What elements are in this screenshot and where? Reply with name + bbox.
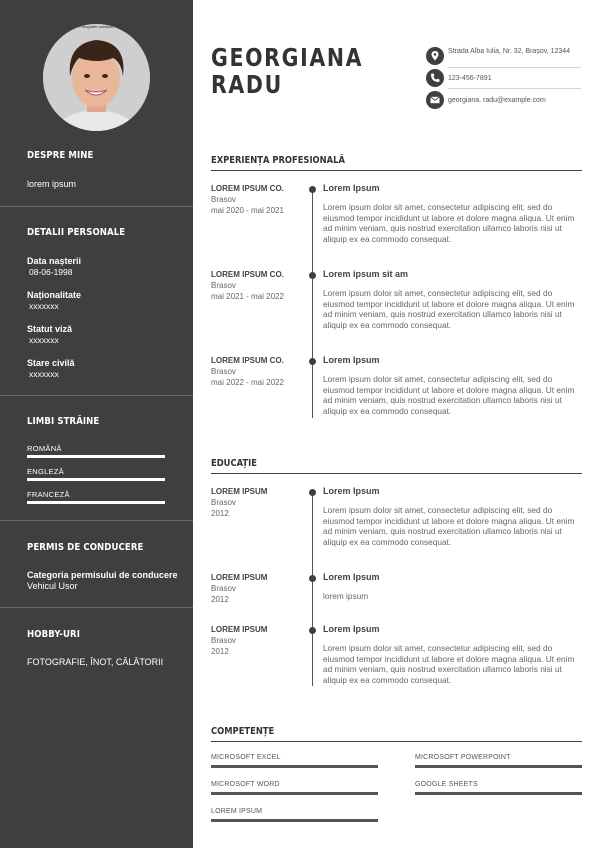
portrait-image [43, 24, 150, 131]
entry-description: Lorem ipsum dolor sit amet, consectetur adipiscing elit, sed do eiusmod tempor incididunt ut labore et dolore magna aliqua. Ut enim ad minim veniam, quis nostrud exercitation ullamco laboris nisi ut aliquip ex ea commodo consequat. [323, 643, 575, 685]
entry-city: Brasov [211, 584, 236, 593]
language-level-bar [27, 455, 165, 458]
language-level-bar [27, 478, 165, 481]
skill-level-bar [211, 765, 378, 768]
sidebar-divider [0, 520, 193, 521]
language-label: FRANCEZĂ [27, 490, 70, 499]
entry-city: Brasov [211, 498, 236, 507]
entry-year: 2012 [211, 509, 229, 518]
entry-degree: Lorem Ipsum [323, 486, 380, 496]
entry-company: LOREM IPSUM CO. [211, 184, 284, 193]
skill-label: MICROSOFT WORD [211, 781, 280, 788]
entry-dates: mai 2021 - mai 2022 [211, 292, 284, 301]
license-label: Categoria permisului de conducere [27, 570, 178, 580]
entry-dates: mai 2022 - mai 2022 [211, 378, 284, 387]
location-pin-icon [426, 47, 444, 65]
visa-status-label: Statut viză [27, 324, 73, 334]
entry-company: LOREM IPSUM CO. [211, 270, 284, 279]
language-label: ROMÂNĂ [27, 444, 62, 453]
contact-divider [448, 88, 581, 89]
skill-label: LOREM IPSUM [211, 808, 263, 815]
language-label: ENGLEZĂ [27, 467, 65, 476]
skill-label: MICROSOFT POWERPOINT [415, 754, 511, 761]
nationality-label: Naționalitate [27, 290, 82, 300]
entry-dates: mai 2020 - mai 2021 [211, 206, 284, 215]
contact-divider [448, 67, 581, 68]
entry-description: lorem ipsum [323, 591, 369, 601]
entry-description: Lorem ipsum dolor sit amet, consectetur adipiscing elit, sed do eiusmod tempor incididunt ut labore et dolore magna aliqua. Ut enim ad minim veniam, quis nostrud exercitation ullamco laboris nisi ut aliquip ex ea commodo consequat. [323, 374, 575, 416]
education-title: EDUCAȚIE [211, 458, 257, 469]
entry-company: LOREM IPSUM CO. [211, 356, 284, 365]
hobbies-title: HOBBY-URI [27, 629, 81, 640]
birthdate-value: 08-06-1998 [29, 267, 73, 277]
timeline-dot [309, 575, 316, 582]
personal-details-title: DETALII PERSONALE [27, 227, 126, 238]
languages-title: LIMBI STRĂINE [27, 416, 100, 427]
skill-label: GOOGLE SHEETS [415, 781, 478, 788]
entry-city: Brasov [211, 195, 236, 204]
entry-degree: Lorem Ipsum [323, 624, 380, 634]
license-title: PERMIS DE CONDUCERE [27, 542, 144, 553]
entry-institution: LOREM IPSUM [211, 625, 268, 634]
entry-degree: Lorem Ipsum [323, 572, 380, 582]
timeline-dot [309, 358, 316, 365]
timeline-dot [309, 186, 316, 193]
skill-level-bar [415, 765, 582, 768]
skill-label: MICROSOFT EXCEL [211, 754, 281, 761]
envelope-icon [426, 91, 444, 109]
entry-year: 2012 [211, 647, 229, 656]
entry-city: Brasov [211, 636, 236, 645]
education-timeline [312, 490, 313, 686]
sidebar-divider [0, 607, 193, 608]
language-level-bar [27, 501, 165, 504]
section-rule [211, 473, 582, 474]
entry-description: Lorem ipsum dolor sit amet, consectetur adipiscing elit, sed do eiusmod tempor incididunt ut labore et dolore magna aliqua. Ut enim ad minim veniam, quis nostrud exercitation ullamco laboris nisi ut aliquip ex ea commodo consequat. [323, 505, 575, 547]
skill-level-bar [211, 819, 378, 822]
section-rule [211, 170, 582, 171]
hobbies-text: FOTOGRAFIE, ÎNOT, CĂLĂTORII [27, 657, 164, 667]
candidate-name [211, 44, 363, 98]
timeline-dot [309, 272, 316, 279]
photo-caption: Fotografie candidat [79, 24, 114, 29]
birthdate-label: Data nașterii [27, 256, 82, 266]
experience-timeline [312, 188, 313, 418]
phone-icon [426, 69, 444, 87]
timeline-dot [309, 489, 316, 496]
sidebar-divider [0, 395, 193, 396]
first-name: GEORGIANA [211, 43, 364, 72]
nationality-value: xxxxxxx [29, 301, 59, 311]
entry-description: Lorem ipsum dolor sit amet, consectetur adipiscing elit, sed do eiusmod tempor incididunt ut labore et dolore magna aliqua. Ut enim ad minim veniam, quis nostrud exercitation ullamco laboris nisi ut aliquip ex ea commodo consequat. [323, 288, 575, 330]
about-text: lorem ipsum [27, 179, 77, 189]
entry-role: Lorem Ipsum [323, 355, 380, 365]
entry-city: Brasov [211, 281, 236, 290]
last-name: RADU [211, 70, 283, 99]
entry-description: Lorem ipsum dolor sit amet, consectetur adipiscing elit, sed do eiusmod tempor incididunt ut labore et dolore magna aliqua. Ut enim ad minim veniam, quis nostrud exercitation ullamco laboris nisi ut aliquip ex ea commodo consequat. [323, 202, 575, 244]
entry-role: Lorem ipsum sit am [323, 269, 409, 279]
sidebar-divider [0, 206, 193, 207]
entry-institution: LOREM IPSUM [211, 573, 268, 582]
visa-status-value: xxxxxxx [29, 335, 59, 345]
profile-photo [43, 24, 150, 131]
section-rule [211, 741, 582, 742]
entry-institution: LOREM IPSUM [211, 487, 268, 496]
skill-level-bar [415, 792, 582, 795]
email-text[interactable]: georgiana. radu@example.com [448, 97, 546, 104]
marital-status-value: xxxxxxx [29, 369, 59, 379]
about-title: DESPRE MINE [27, 150, 94, 161]
address-text: Strada Alba Iulia, Nr. 32, Brașov, 12344 [448, 48, 571, 55]
license-value: Vehicul Usor [27, 581, 78, 591]
entry-role: Lorem Ipsum [323, 183, 380, 193]
skill-level-bar [211, 792, 378, 795]
entry-city: Brasov [211, 367, 236, 376]
sidebar [0, 0, 193, 848]
experience-title: EXPERIENȚA PROFESIONALĂ [211, 155, 345, 166]
entry-year: 2012 [211, 595, 229, 604]
marital-status-label: Stare civilă [27, 358, 75, 368]
phone-text[interactable]: 123-456-7891 [448, 75, 492, 82]
skills-title: COMPETENȚE [211, 726, 275, 737]
timeline-dot [309, 627, 316, 634]
